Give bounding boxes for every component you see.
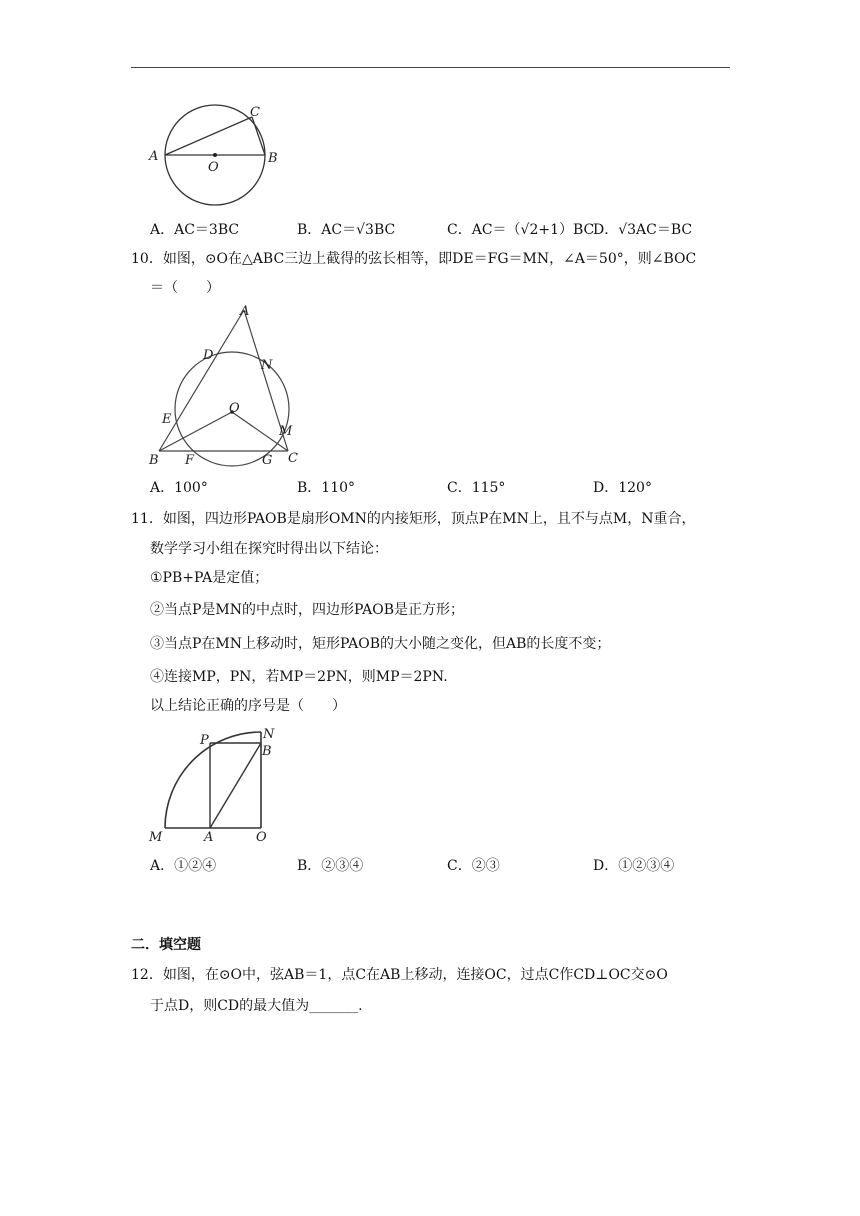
q11-label-P: P bbox=[200, 733, 209, 748]
q11-conclusion-1: ①PB+PA是定值； bbox=[150, 570, 269, 586]
q12-stem-line1: 12．如图，在⊙O中，弦AB＝1，点C在AB上移动，连接OC，过点C作CD⊥OC交⊙O bbox=[131, 967, 668, 983]
q10-label-F: F bbox=[185, 453, 195, 468]
q9-label-A: A bbox=[149, 149, 159, 164]
q12-stem-line2: 于点D，则CD的最大值为_______. bbox=[150, 998, 363, 1014]
q11-conclusion-4: ④连接MP，PN，若MP＝2PN，则MP＝2PN. bbox=[150, 669, 448, 685]
q10-label-E: E bbox=[162, 412, 172, 427]
q10-label-N: N bbox=[261, 358, 273, 373]
q10-option-b: B．110° bbox=[297, 480, 356, 496]
q9-label-C: C bbox=[250, 105, 260, 120]
q9-option-a: A．AC＝3BC bbox=[150, 222, 240, 238]
q11-label-M: M bbox=[149, 830, 163, 845]
q10-label-B: B bbox=[149, 453, 159, 468]
q9-circle-figure bbox=[145, 98, 285, 208]
q9-label-B: B bbox=[268, 151, 278, 166]
q11-option-b: B．②③④ bbox=[297, 858, 364, 874]
q9-option-b: B．AC＝√3BC bbox=[297, 222, 396, 238]
q11-label-B: B bbox=[262, 744, 272, 759]
q11-label-N: N bbox=[263, 727, 275, 742]
q11-label-A: A bbox=[204, 830, 214, 845]
q9-label-O: O bbox=[208, 160, 219, 175]
q11-option-a: A．①②④ bbox=[150, 858, 217, 874]
q11-question: 以上结论正确的序号是（ ） bbox=[150, 698, 346, 714]
q10-label-D: D bbox=[203, 348, 214, 363]
header-rule bbox=[131, 67, 730, 68]
section-heading-fill-in: 二．填空题 bbox=[131, 937, 201, 953]
q10-option-a: A．100° bbox=[150, 480, 208, 496]
q11-stem-line1: 11．如图，四边形PAOB是扇形OMN的内接矩形，顶点P在MN上，且不与点M，N重合， bbox=[131, 511, 696, 527]
q11-label-O: O bbox=[256, 830, 267, 845]
q10-label-O: O bbox=[229, 401, 240, 416]
q9-option-d: D．√3AC＝BC bbox=[593, 222, 693, 238]
q10-label-C: C bbox=[288, 451, 298, 466]
q10-label-G: G bbox=[262, 453, 273, 468]
q10-label-A: A bbox=[240, 304, 250, 319]
q10-triangle-figure bbox=[145, 302, 305, 467]
q10-stem-line1: 10．如图，⊙O在△ABC三边上截得的弦长相等，即DE＝FG＝MN，∠A＝50°，则∠BOC bbox=[131, 251, 697, 267]
q10-option-d: D．120° bbox=[593, 480, 652, 496]
q10-stem-line2: ＝（ ） bbox=[150, 280, 220, 296]
q10-label-M: M bbox=[279, 424, 293, 439]
q11-option-d: D．①②③④ bbox=[593, 858, 675, 874]
q11-conclusion-2: ②当点P是MN的中点时，四边形PAOB是正方形； bbox=[150, 602, 465, 618]
q11-option-c: C．②③ bbox=[447, 858, 500, 874]
q11-stem-line2: 数学学习小组在探究时得出以下结论： bbox=[150, 541, 388, 557]
q11-conclusion-3: ③当点P在MN上移动时，矩形PAOB的大小随之变化，但AB的长度不变； bbox=[150, 636, 611, 652]
q9-option-c: C．AC＝（√2+1）BC bbox=[447, 222, 595, 238]
q11-sector-figure bbox=[145, 725, 285, 850]
q10-option-c: C．115° bbox=[447, 480, 506, 496]
